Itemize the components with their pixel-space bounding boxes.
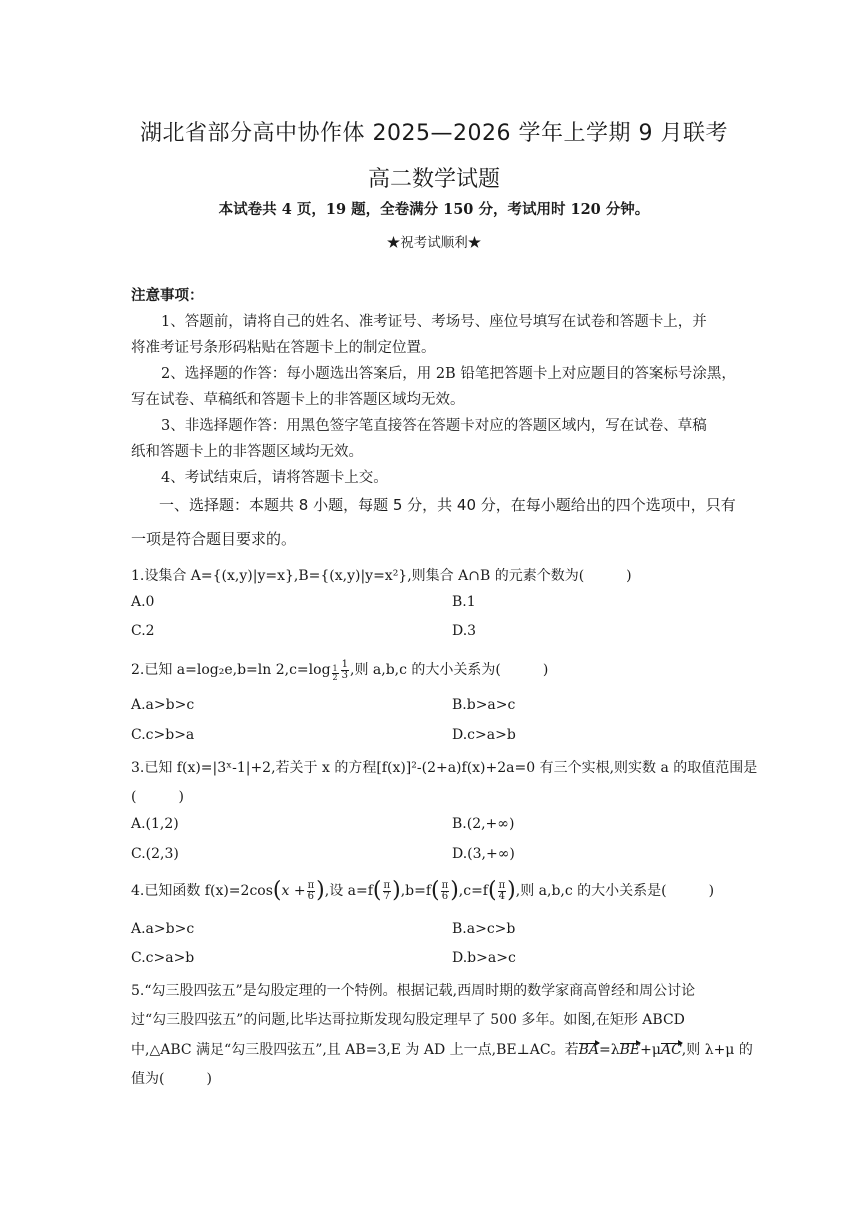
- exam-wish: ★祝考试顺利★: [386, 235, 482, 251]
- question-3-option-d: D.(3,+∞): [452, 846, 515, 862]
- question-3-option-a: A.(1,2): [131, 816, 179, 832]
- question-4-b-fraction: $\frac{\pi}{6}$: [441, 879, 449, 902]
- notice-item-2-line-1: 2、选择题的作答：每小题选出答案后，用 2B 铅笔把答题卡上对应题目的答案标号涂黑，: [161, 366, 736, 382]
- question-4-phase-fraction: $\frac{\pi}{6}$: [307, 879, 315, 902]
- question-2-stem: [131, 659, 548, 682]
- question-5-line-1: 5.“勾三股四弦五”是勾股定理的一个特例。根据记载,西周时期的数学家商高曾经和周公讨论: [131, 983, 696, 999]
- question-4-c-fraction: $\frac{\pi}{4}$: [498, 879, 506, 902]
- question-4-option-b: B.a>c>b: [452, 921, 516, 937]
- exam-info: 本试卷共 4 页，19 题，全卷满分 150 分，考试用时 120 分钟。: [218, 201, 650, 218]
- question-2-option-a: A.a>b>c: [131, 697, 195, 713]
- exam-subject: 高二数学试题: [367, 167, 500, 192]
- notice-item-2-line-2: 写在试卷、草稿纸和答题卡上的非答题区域均无效。: [131, 392, 465, 408]
- question-4-option-a: A.a>b>c: [131, 921, 195, 937]
- notice-item-3-line-2: 纸和答题卡上的非答题区域均无效。: [131, 444, 363, 460]
- question-1-option-b: B.1: [452, 594, 476, 610]
- question-5-line-2: 过“勾三股四弦五”的问题,比毕达哥拉斯发现勾股定理早了 500 多年。如图,在矩形 ABCD: [131, 1012, 685, 1028]
- section-1-heading-cont: 一项是符合题目要求的。: [131, 530, 297, 548]
- question-4-a-fraction: $\frac{\pi}{7}$: [383, 879, 391, 902]
- question-3-option-c: C.(2,3): [131, 846, 179, 862]
- question-1-option-c: C.2: [131, 623, 155, 639]
- question-5-line-3: 中,△ABC 满足“勾三股四弦五”,且 AB=3,E 为 AD 上一点,BE⊥AC。若BA=λBE+μAC,则 λ+μ 的: [131, 1042, 753, 1058]
- vector-be: BE: [619, 1042, 641, 1058]
- question-2-option-d: D.c>a>b: [452, 727, 516, 743]
- notice-item-3-line-1: 3、非选择题作答：用黑色签字笔直接答在答题卡对应的答题区域内，写在试卷、草稿: [161, 418, 707, 434]
- question-5-line-4: 值为( ): [131, 1071, 212, 1087]
- exam-title: 湖北省部分高中协作体 2025—2026 学年上学期 9 月联考: [140, 121, 728, 146]
- vector-ac: AC: [660, 1042, 682, 1058]
- notice-item-4: 4、考试结束后，请将答题卡上交。: [161, 470, 388, 486]
- question-2-option-c: C.c>b>a: [131, 727, 195, 743]
- notice-item-1-line-2: 将准考证号条形码粘贴在答题卡上的制定位置。: [131, 340, 436, 356]
- question-1-stem: 1.设集合 A={(x,y)|y=x},B={(x,y)|y=x²},则集合 A∩B 的元素个数为( ): [131, 568, 632, 584]
- section-1-heading: 一、选择题：本题共 8 小题，每题 5 分，共 40 分，在每小题给出的四个选项中，只有: [159, 496, 736, 514]
- question-4-option-d: D.b>a>c: [452, 950, 516, 966]
- question-2-stem-part-a: 2.已知 a=log₂e,b=ln 2,c=log: [131, 662, 331, 678]
- vector-ba: BA: [578, 1042, 599, 1058]
- question-1-option-d: D.3: [452, 623, 477, 639]
- question-4-stem: 4.已知函数 f(x)=2cos(x + $\frac{\pi}{6}$ ),设 a=f( $\frac{\pi}{7}$ ),b=f( $\frac{\pi}{6}$ ),c=f( $\frac{\pi}{4}$ ),则 a,b,c 的大小关系是( ): [131, 878, 715, 903]
- question-2-log-base: $\frac{1}{2}$: [332, 664, 338, 682]
- notice-title: 注意事项：: [131, 287, 204, 304]
- notice-item-1-line-1: 1、答题前，请将自己的姓名、准考证号、考场号、座位号填写在试卷和答题卡上，并: [161, 314, 707, 330]
- question-4-option-c: C.c>a>b: [131, 950, 195, 966]
- question-2-log-arg: $\frac{1}{3}$: [341, 658, 349, 681]
- question-3-option-b: B.(2,+∞): [452, 816, 515, 832]
- question-2-option-b: B.b>a>c: [452, 697, 516, 713]
- question-1-option-a: A.0: [131, 594, 155, 610]
- question-2-stem-part-b: ,则 a,b,c 的大小关系为( ): [350, 662, 549, 678]
- question-3-stem-line-1: 3.已知 f(x)=|3ˣ-1|+2,若关于 x 的方程[f(x)]²-(2+a)f(x)+2a=0 有三个实根,则实数 a 的取值范围是: [131, 760, 758, 776]
- question-3-stem-line-2: ( ): [131, 789, 184, 805]
